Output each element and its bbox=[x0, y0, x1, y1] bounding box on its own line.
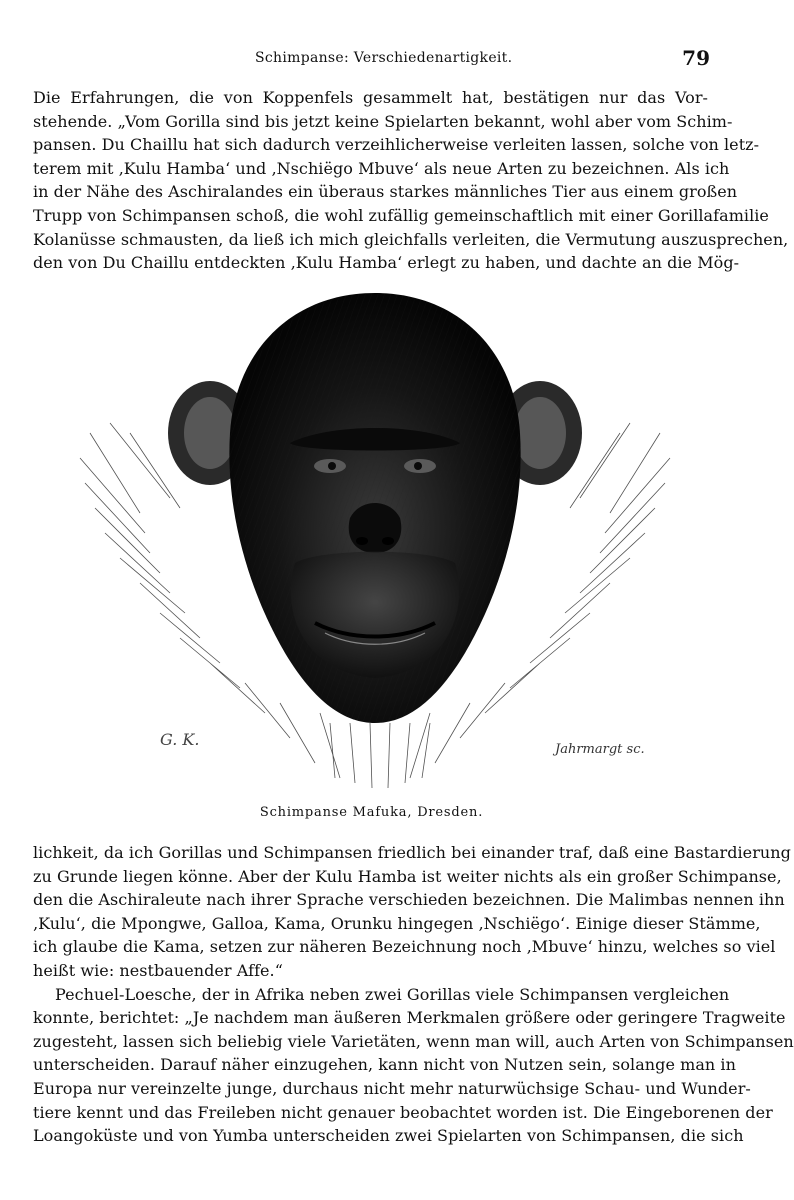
text-line: zu Grunde liegen könne. Aber der Kulu Hamba ist weiter nichts als ein großer Schimpanse, bbox=[33, 866, 782, 886]
text-line: terem mit ‚Kulu Hamba‘ und ‚Nschiëgo Mbuve‘ als neue Arten zu bezeichnen. Als ich bbox=[33, 158, 730, 178]
text-line: tiere kennt und das Freileben nicht genauer beobachtet worden ist. Die Eingeborenen der bbox=[33, 1102, 773, 1122]
text-line: in der Nähe des Aschiralandes ein überaus starkes männliches Tier aus einem großen bbox=[33, 182, 738, 202]
text-line: Europa nur vereinzelte junge, durchaus nicht mehr naturwüchsige Schau- und Wunder- bbox=[33, 1078, 751, 1098]
text-line: konnte, berichtet: „Je nachdem man äußeren Merkmalen größere oder geringere Tragweite bbox=[33, 1008, 786, 1028]
text-line: Pechuel-Loesche, der in Afrika neben zwei Gorillas viele Schimpansen vergleichen bbox=[55, 984, 730, 1004]
text-line: ich glaube die Kama, setzen zur näheren Bezeichnung noch ‚Mbuve‘ hinzu, welches so viel bbox=[33, 937, 776, 957]
text-line: ‚Kulu‘, die Mpongwe, Galloa, Kama, Orunku hingegen ‚Nschiëgo‘. Einige dieser Stämme, bbox=[33, 913, 761, 933]
text-line: Die Erfahrungen, die von Koppenfels gesammelt hat, bestätigen nur das Vor- bbox=[33, 88, 708, 107]
figure-caption: Schimpanse Mafuka, Dresden. bbox=[259, 805, 484, 820]
text-line: den die Aschiraleute nach ihrer Sprache verschieden bezeichnen. Die Malimbas nennen ihn bbox=[33, 890, 785, 910]
nose bbox=[349, 503, 402, 553]
text-line: Loangoküste und von Yumba unterscheiden zwei Spielarten von Schimpansen, die sich bbox=[33, 1126, 744, 1146]
text-line: stehende. „Vom Gorilla sind bis jetzt keine Spielarten bekannt, wohl aber vom Schim- bbox=[33, 111, 733, 131]
text-line: Trupp von Schimpansen schoß, die wohl zufällig gemeinschaftlich mit einer Gorillafamilie bbox=[33, 205, 769, 225]
running-head: Schimpanse: Verschiedenartigkeit. bbox=[255, 50, 513, 66]
chimpanzee-engraving bbox=[50, 283, 700, 793]
paragraph-bottom bbox=[33, 841, 794, 1148]
chimpanzee-illustration bbox=[50, 283, 700, 793]
page-number: 79 bbox=[682, 46, 710, 70]
text-line: unterscheiden. Darauf näher einzugehen, kann nicht von Nutzen sein, solange man in bbox=[33, 1055, 736, 1075]
text-line: den von Du Chaillu entdeckten ‚Kulu Hamba‘ erlegt zu haben, und dachte an die Mög- bbox=[33, 253, 740, 273]
text-line: pansen. Du Chaillu hat sich dadurch verzeihlicherweise verleiten lassen, solche von letz- bbox=[33, 135, 760, 155]
text-line: zugesteht, lassen sich beliebig viele Varietäten, wenn man will, auch Arten von Schimpansen bbox=[33, 1031, 794, 1051]
paragraph-top bbox=[33, 86, 789, 275]
artist-signature: G. K. bbox=[160, 730, 200, 749]
page-header bbox=[30, 46, 710, 72]
text-line: heißt wie: nestbauender Affe.“ bbox=[33, 960, 283, 980]
engraver-signature: Jahrmargt sc. bbox=[555, 742, 645, 757]
text-line: lichkeit, da ich Gorillas und Schimpansen friedlich bei einander traf, daß eine Bastardierung bbox=[33, 843, 791, 862]
text-line: Kolanüsse schmausten, da ließ ich mich gleichfalls verleiten, die Vermutung auszusprechen, bbox=[33, 229, 789, 249]
